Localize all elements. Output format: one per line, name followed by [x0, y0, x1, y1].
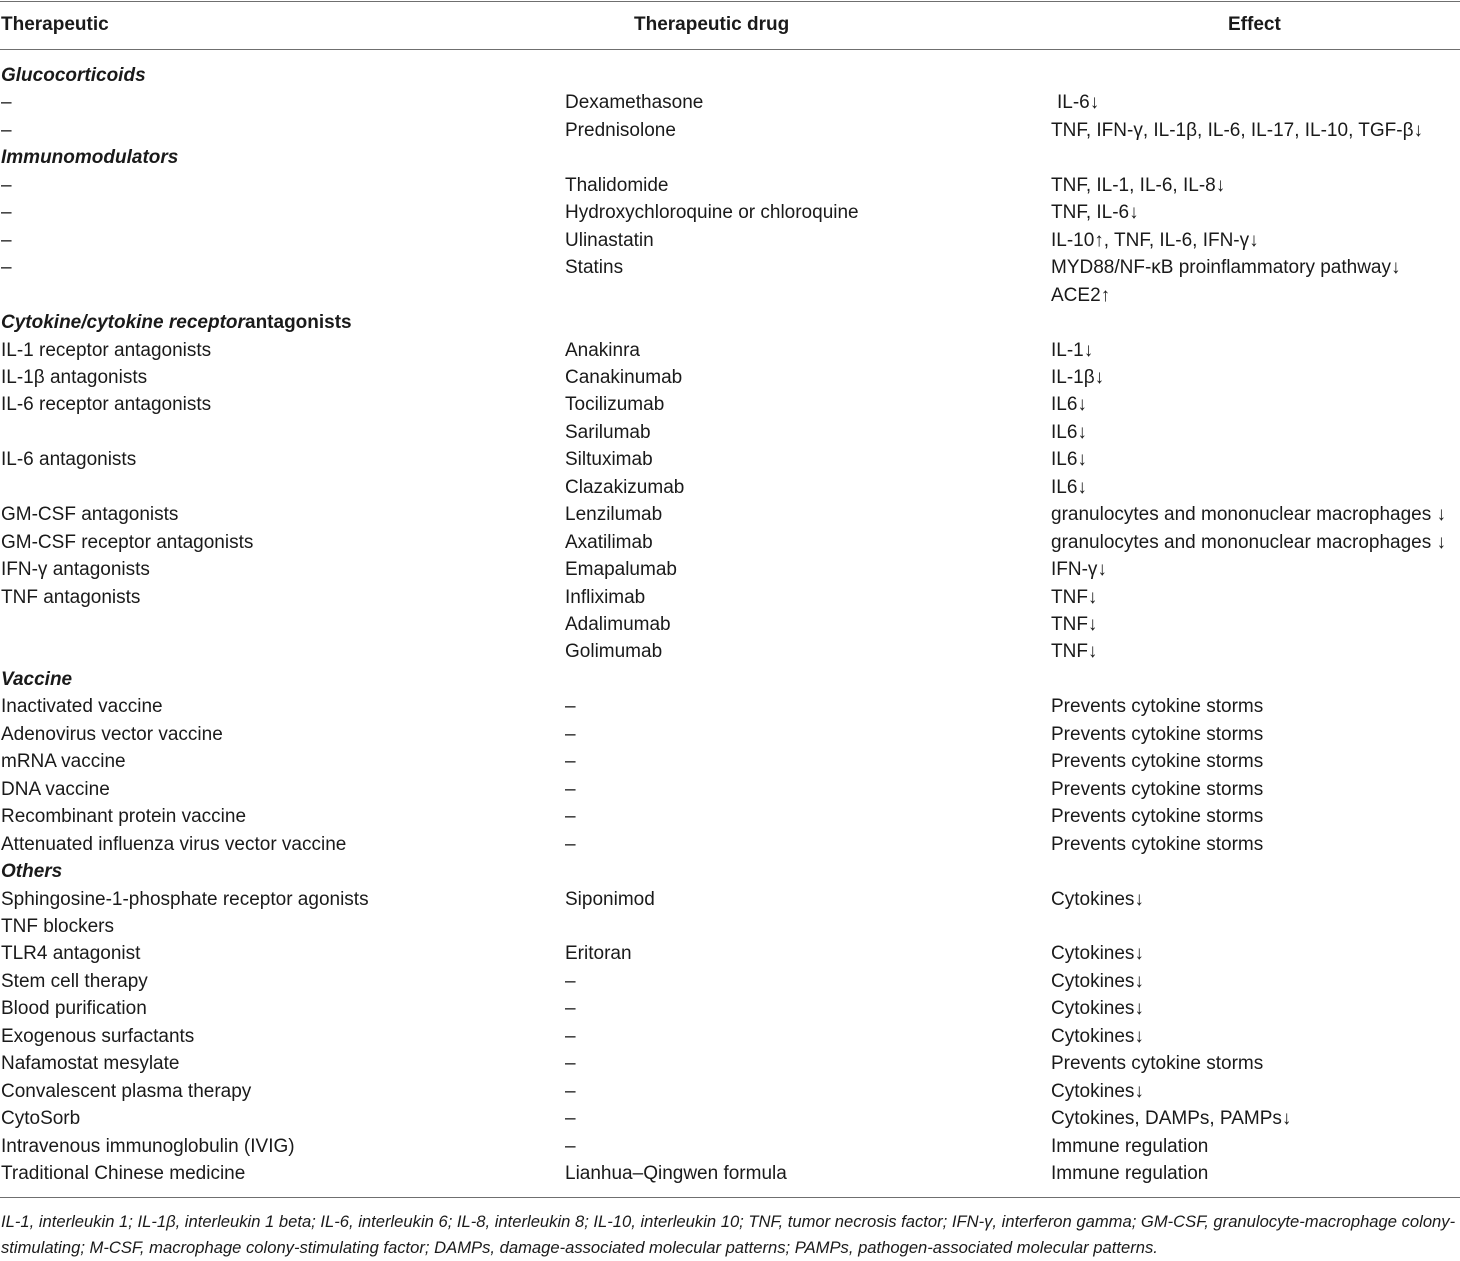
therapeutic-cell: – [1, 229, 12, 251]
drug-cell: Statins [565, 257, 624, 279]
effect-cell: TNF, IL-6↓ [1051, 202, 1139, 224]
drug-cell: Golimumab [565, 641, 663, 663]
therapeutic-cell: IL-6 receptor antagonists [1, 394, 212, 416]
drug-cell: Dexamethasone [565, 92, 704, 114]
therapeutic-cell: Blood purification [1, 998, 147, 1020]
therapeutic-cell: IFN-γ antagonists [1, 559, 150, 581]
effect-cell: Prevents cytokine storms [1051, 806, 1264, 828]
therapeutic-cell: CytoSorb [1, 1108, 81, 1130]
therapeutic-cell: Intravenous immunoglobulin (IVIG) [1, 1135, 295, 1157]
effect-cell: Prevents cytokine storms [1051, 1053, 1264, 1075]
therapeutic-cell: Exogenous surfactants [1, 1025, 195, 1047]
drug-cell: Emapalumab [565, 559, 677, 581]
therapeutic-cell: TNF antagonists [1, 586, 141, 608]
table-row [0, 89, 1460, 116]
therapeutic-cell: IL-6 antagonists [1, 449, 137, 471]
effect-cell: IL-1↓ [1051, 339, 1094, 361]
table-row [0, 282, 1460, 309]
table-row [0, 446, 1460, 473]
table-row [0, 556, 1460, 583]
therapeutic-cell: mRNA vaccine [1, 751, 126, 773]
section-label: Immunomodulators [1, 147, 179, 169]
section-label: Cytokine/cytokine receptor [1, 312, 245, 334]
drug-cell: – [565, 696, 576, 718]
table-row [0, 117, 1460, 144]
therapeutic-cell: Stem cell therapy [1, 970, 148, 992]
effect-cell: IL6↓ [1051, 394, 1087, 416]
drug-cell: Siponimod [565, 888, 655, 910]
effect-cell: IL-1β↓ [1051, 366, 1105, 388]
therapeutic-cell: GM-CSF receptor antagonists [1, 531, 254, 553]
table-row [0, 721, 1460, 748]
effect-cell: IL6↓ [1051, 449, 1087, 471]
effect-cell: Cytokines↓ [1051, 970, 1144, 992]
drug-cell: Prednisolone [565, 119, 676, 141]
footnote: IL-1, interleukin 1; IL-1β, interleukin 1 beta; IL-6, interleukin 6; IL-8, interleukin 8; IL-10, interleukin 10; TNF, tumor necrosis factor; IFN-γ, interferon gamma; GM-CSF, granulocyte-macrophage colony-stimulating; M-CSF, macrophage colony-stimulating factor; DAMPs, damage-associated molecular patterns; PAMPs, pathogen-associated molecular patterns. [1, 1212, 1456, 1257]
therapeutic-cell: IL-1β antagonists [1, 366, 148, 388]
section-header [0, 309, 1460, 336]
drug-cell: – [565, 1080, 576, 1102]
section-label: Others [1, 861, 63, 883]
drug-cell: Canakinumab [565, 366, 683, 388]
table-row [0, 364, 1460, 391]
header-therapeutic-drug: Therapeutic drug [634, 14, 790, 35]
therapeutic-cell: GM-CSF antagonists [1, 504, 179, 526]
effect-cell: IFN-γ↓ [1051, 559, 1107, 581]
table-row [0, 995, 1460, 1022]
table-row [0, 748, 1460, 775]
drug-cell: Sarilumab [565, 421, 651, 443]
section-header [0, 62, 1460, 89]
effect-cell: TNF↓ [1051, 641, 1098, 663]
table-row [0, 254, 1460, 281]
table-row [0, 1133, 1460, 1160]
effect-cell: Prevents cytokine storms [1051, 751, 1264, 773]
effect-cell: TNF↓ [1051, 614, 1098, 635]
therapeutic-cell: – [1, 92, 12, 114]
therapeutic-cell: Sphingosine-1-phosphate receptor agonists [1, 888, 369, 910]
drug-cell: Lenzilumab [565, 504, 663, 526]
drug-cell: – [565, 970, 576, 992]
table-row [0, 391, 1460, 418]
table-row [0, 337, 1460, 364]
therapeutic-cell: Convalescent plasma therapy [1, 1080, 252, 1102]
effect-cell: IL6↓ [1051, 421, 1087, 443]
drug-cell: Ulinastatin [565, 229, 654, 251]
effect-cell: Cytokines↓ [1051, 943, 1144, 965]
effect-cell: Cytokines, DAMPs, PAMPs↓ [1051, 1108, 1292, 1130]
table-row [0, 1050, 1460, 1077]
effect-cell: Immune regulation [1051, 1163, 1209, 1184]
table-row [0, 940, 1460, 967]
table-row [0, 529, 1460, 556]
table-row [0, 886, 1460, 913]
section-label: Glucocorticoids [1, 65, 146, 86]
drug-cell: Clazakizumab [565, 476, 685, 498]
effect-cell: Prevents cytokine storms [1051, 723, 1264, 745]
therapeutic-cell: – [1, 119, 12, 141]
table-row [0, 227, 1460, 254]
drug-cell: Infliximab [565, 586, 646, 608]
therapeutic-cell: IL-1 receptor antagonists [1, 339, 212, 361]
drug-cell: Hydroxychloroquine or chloroquine [565, 202, 859, 224]
drug-cell: – [565, 751, 576, 773]
effect-cell: Cytokines↓ [1051, 1080, 1144, 1102]
effect-cell: Cytokines↓ [1051, 998, 1144, 1020]
table-row [0, 693, 1460, 720]
table-row [0, 803, 1460, 830]
therapeutic-cell: Attenuated influenza virus vector vaccine [1, 833, 347, 855]
table-row [0, 1078, 1460, 1105]
header-therapeutic: Therapeutic [1, 14, 109, 35]
therapeutic-cell: TLR4 antagonist [1, 943, 141, 965]
section-label: Vaccine [1, 668, 73, 690]
table-row [0, 172, 1460, 199]
table-row [0, 968, 1460, 995]
header-effect: Effect [1228, 14, 1281, 35]
section-header [0, 144, 1460, 171]
section-header [0, 858, 1460, 885]
therapeutic-cell: – [1, 257, 12, 279]
therapeutic-cell: Inactivated vaccine [1, 696, 163, 718]
effect-cell: Cytokines↓ [1051, 888, 1144, 910]
table-row [0, 584, 1460, 611]
drug-cell: Axatilimab [565, 531, 653, 553]
drug-cell: Anakinra [565, 339, 640, 361]
effect-cell: IL-6↓ [1057, 92, 1100, 114]
therapeutic-cell: Nafamostat mesylate [1, 1053, 180, 1075]
table-row [0, 1160, 1460, 1187]
therapeutic-cell: Traditional Chinese medicine [1, 1163, 246, 1184]
effect-cell: IL6↓ [1051, 476, 1087, 498]
effect-cell: IL-10↑, TNF, IL-6, IFN-γ↓ [1051, 229, 1259, 251]
effect-cell: Immune regulation [1051, 1135, 1209, 1157]
drug-cell: – [565, 1108, 576, 1130]
table-row [0, 831, 1460, 858]
top-rule [0, 1, 1460, 2]
drug-cell: Tocilizumab [565, 394, 665, 416]
bottom-rule [0, 1197, 1460, 1198]
drug-cell: – [565, 833, 576, 855]
drug-cell: Lianhua–Qingwen formula [565, 1163, 787, 1184]
drug-cell: – [565, 806, 576, 828]
table-row [0, 474, 1460, 501]
effect-cell: Prevents cytokine storms [1051, 778, 1264, 800]
therapeutic-cell: Adenovirus vector vaccine [1, 723, 223, 745]
drug-cell: – [565, 1025, 576, 1047]
effect-cell: TNF↓ [1051, 586, 1098, 608]
header-rule [0, 49, 1460, 50]
section-header [0, 666, 1460, 693]
effect-cell: granulocytes and mononuclear macrophages ↓ [1051, 531, 1447, 553]
effect-cell: TNF, IFN-γ, IL-1β, IL-6, IL-17, IL-10, TGF-β↓ [1051, 119, 1424, 141]
table-row [0, 1105, 1460, 1132]
drug-cell: – [565, 998, 576, 1020]
table-row [0, 199, 1460, 226]
therapeutic-cell: – [1, 202, 12, 224]
effect-cell: MYD88/NF-κB proinflammatory pathway↓ [1051, 257, 1401, 279]
table-row [0, 638, 1460, 665]
effect-cell: granulocytes and mononuclear macrophages ↓ [1051, 504, 1447, 526]
section-label-suffix: antagonists [245, 312, 352, 334]
effect-cell: ACE2↑ [1051, 284, 1111, 306]
table-row [0, 776, 1460, 803]
table-row [0, 611, 1460, 638]
effect-cell: TNF, IL-1, IL-6, IL-8↓ [1051, 174, 1226, 196]
therapeutic-cell: Recombinant protein vaccine [1, 806, 247, 828]
drug-cell: – [565, 723, 576, 745]
table-row [0, 419, 1460, 446]
table-row [0, 1023, 1460, 1050]
drug-cell: Adalimumab [565, 614, 671, 635]
table-row [0, 913, 1460, 940]
drug-cell: Siltuximab [565, 449, 653, 471]
therapeutic-cell: – [1, 174, 12, 196]
therapeutic-cell: TNF blockers [1, 915, 114, 937]
table-row [0, 501, 1460, 528]
effect-cell: Prevents cytokine storms [1051, 833, 1264, 855]
therapeutic-cell: DNA vaccine [1, 778, 110, 800]
drug-cell: – [565, 1053, 576, 1075]
drug-cell: – [565, 1135, 576, 1157]
effect-cell: Prevents cytokine storms [1051, 696, 1264, 718]
drug-cell: Eritoran [565, 943, 632, 965]
drug-cell: – [565, 778, 576, 800]
effect-cell: Cytokines↓ [1051, 1025, 1144, 1047]
drug-cell: Thalidomide [565, 174, 669, 196]
